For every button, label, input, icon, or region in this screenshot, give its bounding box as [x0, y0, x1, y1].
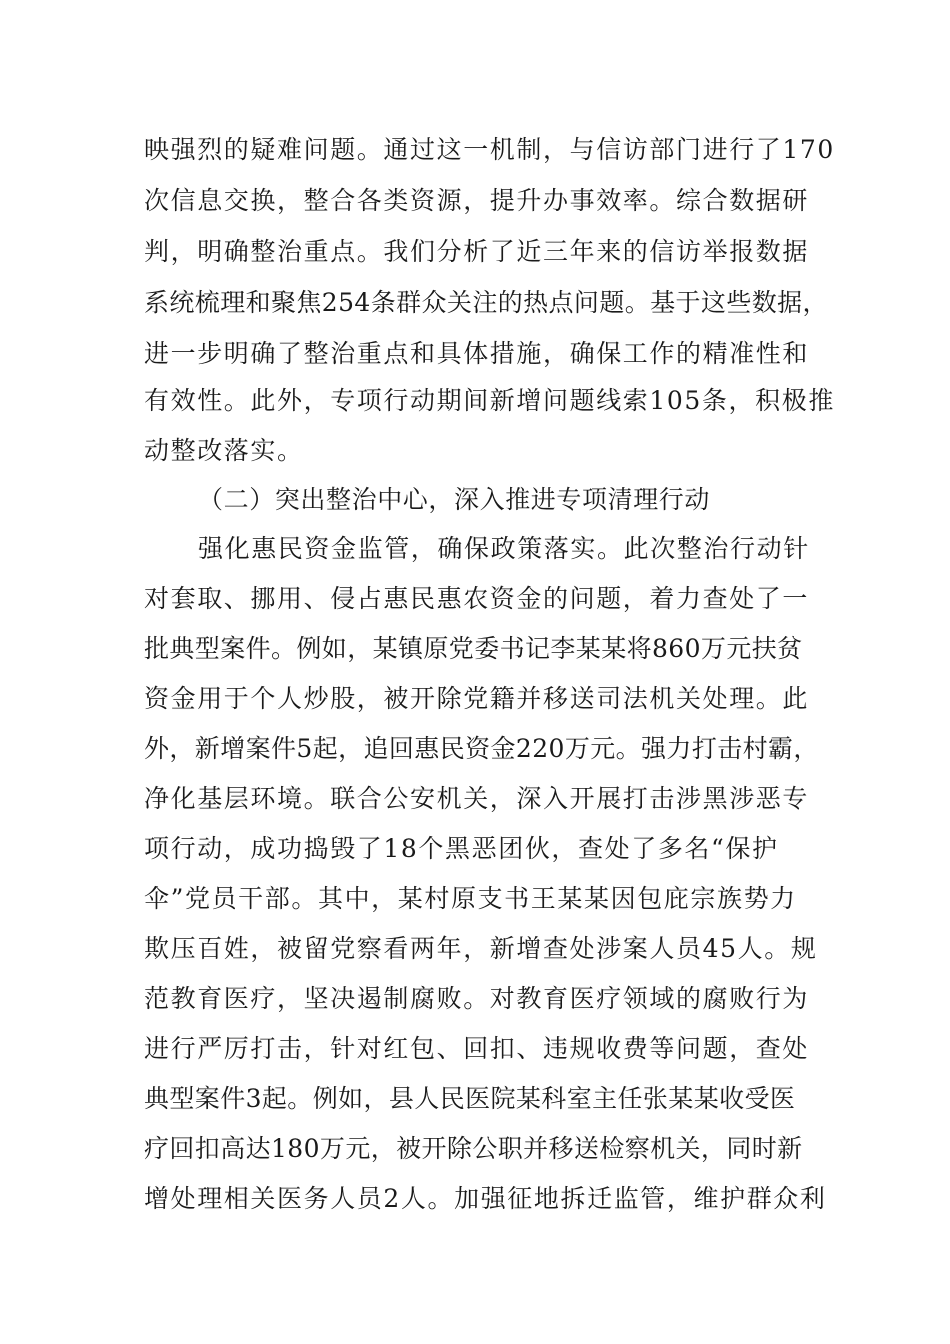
- paragraph-2-line-10: 范教育医疗，坚决遏制腐败。对教育医疗领域的腐败行为: [144, 984, 810, 1013]
- paragraph-2-line-13: 疗回扣高达180万元，被开除公职并移送检察机关，同时新: [144, 1134, 803, 1163]
- paragraph-1-line-5: 进一步明确了整治重点和具体措施，确保工作的精准性和: [144, 339, 810, 368]
- paragraph-1-line-6: 有效性。此外，专项行动期间新增问题线索105条，积极推: [144, 386, 835, 415]
- paragraph-2-line-3: 批典型案件。例如，某镇原党委书记李某某将860万元扶贫: [144, 634, 803, 663]
- paragraph-1-line-1: 映强烈的疑难问题。通过这一机制，与信访部门进行了170: [144, 135, 835, 164]
- paragraph-2-line-2: 对套取、挪用、侵占惠民惠农资金的问题，着力查处了一: [144, 584, 810, 613]
- paragraph-2-line-4: 资金用于个人炒股，被开除党籍并移送司法机关处理。此: [144, 684, 810, 713]
- paragraph-2-line-5: 外，新增案件5起，追回惠民资金220万元。强力打击村霸，: [144, 734, 819, 763]
- section-heading: （二）突出整治中心，深入推进专项清理行动: [198, 485, 711, 514]
- paragraph-1-line-3: 判，明确整治重点。我们分析了近三年来的信访举报数据: [144, 237, 810, 266]
- paragraph-2-line-1: 强化惠民资金监管，确保政策落实。此次整治行动针: [198, 534, 810, 563]
- paragraph-2-line-6: 净化基层环境。联合公安机关，深入开展打击涉黑涉恶专: [144, 784, 810, 813]
- paragraph-2-line-8: 伞”党员干部。其中，某村原支书王某某因包庇宗族势力: [144, 884, 797, 913]
- paragraph-1-line-7: 动整改落实。: [144, 436, 304, 465]
- paragraph-1-line-4: 系统梳理和聚焦254条群众关注的热点问题。基于这些数据，: [144, 288, 828, 317]
- paragraph-2-line-12: 典型案件3起。例如，县人民医院某科室主任张某某收受医: [144, 1084, 796, 1113]
- paragraph-2-line-7: 项行动，成功捣毁了18个黑恶团伙，查处了多名“保护: [144, 834, 779, 863]
- paragraph-1-line-2: 次信息交换，整合各类资源，提升办事效率。综合数据研: [144, 186, 810, 215]
- paragraph-2-line-14: 增处理相关医务人员2人。加强征地拆迁监管，维护群众利: [144, 1184, 827, 1213]
- paragraph-2-line-11: 进行严厉打击，针对红包、回扣、违规收费等问题，查处: [144, 1034, 810, 1063]
- paragraph-2-line-9: 欺压百姓，被留党察看两年，新增查处涉案人员45人。规: [144, 934, 818, 963]
